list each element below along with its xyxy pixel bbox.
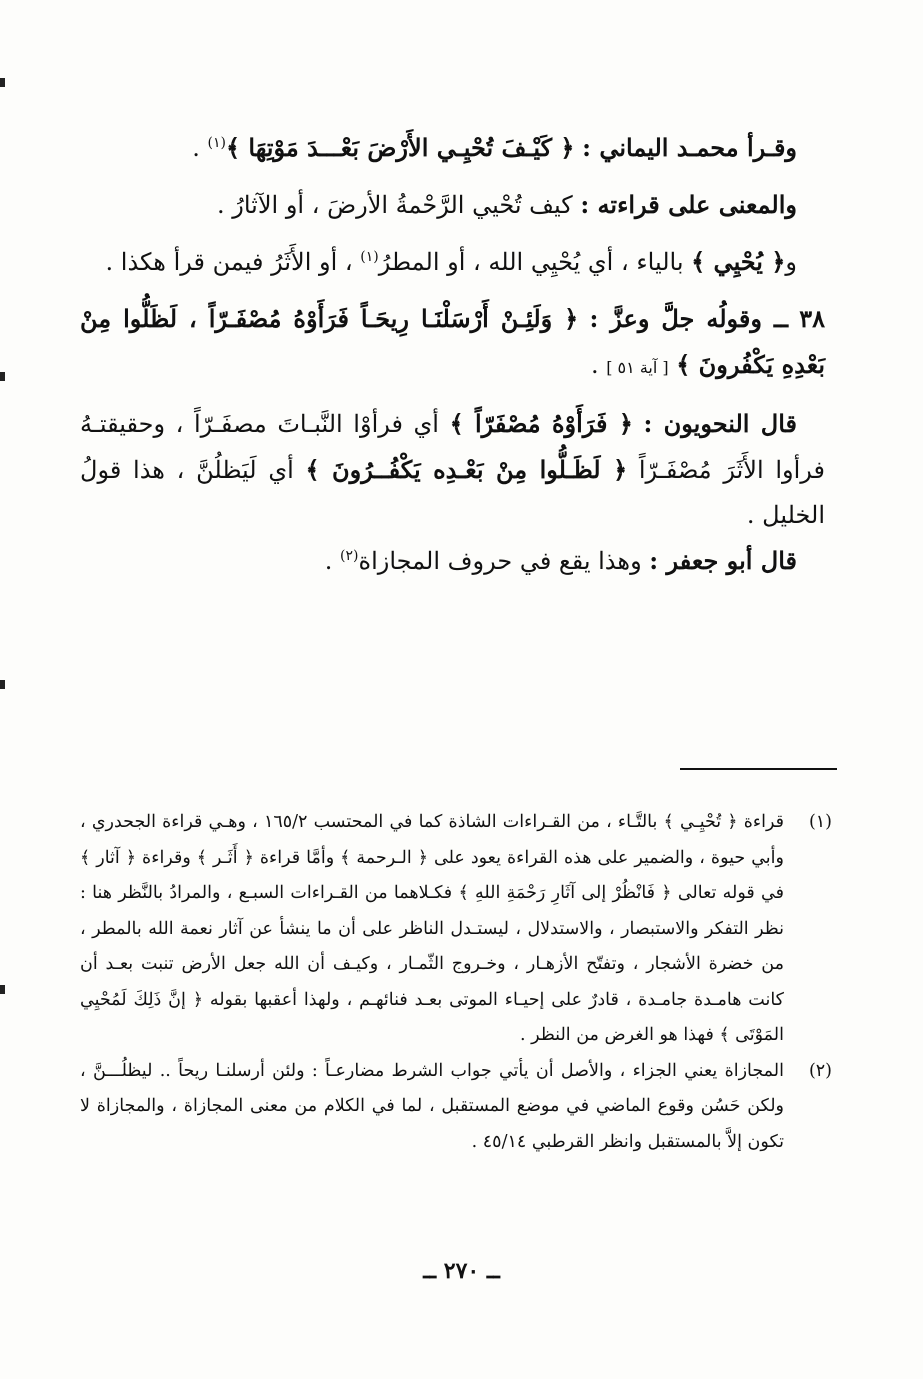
paragraph-text: أي فرأوْا النَّبـاتَ مصفَـرّاً ، وحقيقتـهُ فرأوا الأَثَرَ مُصْفَـرّاً <box>80 410 825 484</box>
footnote-number: (١) <box>808 812 832 832</box>
footnote-separator <box>680 768 837 770</box>
paragraph-end: . <box>324 547 333 575</box>
footnote-text: قراءة ﴿ تُحْيِـي ﴾ بالتَّـاء ، من القـراءات الشاذة كما في المحتسب ١٦٥/٢ ، وهـي قراءة الجحدري ، وأبي حيوة ، والضمير على هذه القراءة يعود على ﴿ الـرحمة ﴾ وأمَّا قراءة ﴿ أَثَـر ﴾ وقراءة ﴿ آثار ﴾ في قوله تعالى ﴿ فَانْظُرْ إلى آثَارِ رَحْمَةِ اللهِ ﴾ فكـلاهما من القـراءات السبـع ، والمرادُ بالنَّظر هنا : نظر التفكر والاستبصار ، والاستدلال ، ليستـدل الناظر على أن ما ينشأ عن آثار نعمة الله بالمطر ، من خضرة الأشجار ، وتفتّح الأزهـار ، وخـروج الثّمـار ، وكيـف أن الله جعل الأرض تنبت بعـد أن كانت هامـدة جامـدة ، قادرٌ على إحيـاء الموتى بعـد فنائهـم ، ولهذا أعقبها بقوله ﴿ إنَّ ذَلِكَ لَمُحْيِي المَوْتَى ﴾ فهذا هو الغرض من النظر . <box>80 812 785 1045</box>
paragraph-reading-yamani <box>80 125 825 171</box>
footnotes <box>80 805 832 1160</box>
paragraph-verse-38 <box>80 296 825 390</box>
scan-edge-mark <box>0 680 5 689</box>
quran-quote: ﴿ وَلَئِـنْ أَرْسَلْنَـا رِيحَـاً فَرَأَوْهُ مُصْفَـرّاً ، لَظَلُّوا مِنْ بَعْدِهِ يَكْفُرونَ ﴾ <box>80 304 825 379</box>
paragraph-text: أي لَيَظلُنَّ ، هذا قولُ الخليل . <box>80 456 825 529</box>
quran-quote: ﴿ يُحْيِي ﴾ <box>691 247 786 276</box>
paragraph-end: . <box>192 134 200 162</box>
scan-edge-mark <box>0 372 5 381</box>
footnote-1 <box>80 805 832 1054</box>
quran-quote: ﴿ كَيْـفَ تُحْيِـي الأَرْضَ بَعْـــدَ مَوْتِهَا ﴾ <box>226 133 575 162</box>
paragraph-abu-jafar <box>80 538 825 584</box>
paragraph-lead: قال أبو جعفر : <box>649 546 797 575</box>
paragraph-text: ، أو الأَثَرُ فيمن قرأ هكذا . <box>105 248 353 276</box>
quran-quote: ﴿ لَظَـلُّوا مِنْ بَعْـدِه يَكْفُــرُونَ ﴾ <box>305 455 628 484</box>
footnote-text: المجازاة يعني الجزاء ، والأصل أن يأتي جواب الشرط مضارعـاً : ولئن أرسلنـا ريحاً .. ليظلُـــنَّ ، ولكن حَسُن وقوع الماضي في موضع المستقبل ، لما في الكلام من معنى المجازاة ، والمجازاة لا تكون إلاَّ بالمستقبل وانظر القرطبي ٤٥/١٤ . <box>80 1060 784 1152</box>
ayah-reference: [ آية ٥١ ] <box>606 358 669 377</box>
main-text <box>80 125 825 584</box>
paragraph-lead: قال النحويون : <box>643 409 797 438</box>
quran-quote: ﴿ فَرَأَوْهُ مُصْفَرّاً ﴾ <box>449 409 633 438</box>
paragraph-lead: و <box>785 248 797 276</box>
paragraph-meaning <box>80 182 825 228</box>
footnote-number: (٢) <box>808 1060 832 1081</box>
paragraph-text: وهذا يقع في حروف المجازاة <box>358 547 642 575</box>
paragraph-lead: ــ وقولُه جلَّ وعزَّ : <box>589 304 788 333</box>
paragraph-text: كيف تُحْيي الرَّحْمةُ الأرضَ ، أو الآثارُ . <box>217 191 573 219</box>
paragraph-grammarians <box>80 401 825 538</box>
scan-edge-mark <box>0 985 5 994</box>
paragraph-lead: والمعنى على قراءته : <box>580 190 797 219</box>
footnote-ref[interactable]: (١) <box>360 249 379 265</box>
verse-number: ٣٨ <box>799 304 825 333</box>
paragraph-yuhyi <box>80 239 825 285</box>
footnote-2 <box>80 1054 832 1161</box>
paragraph-end: . <box>590 351 599 379</box>
scan-edge-mark <box>0 78 5 87</box>
footnote-ref[interactable]: (٢) <box>340 548 359 564</box>
paragraph-text: بالياء ، أي يُحْيِي الله ، أو المطرُ <box>378 248 684 276</box>
footnote-ref[interactable]: (١) <box>207 135 227 151</box>
page-number: ــ ٢٧٠ ــ <box>423 1258 500 1284</box>
paragraph-lead: وقـرأ محمـد اليماني : <box>582 133 797 162</box>
